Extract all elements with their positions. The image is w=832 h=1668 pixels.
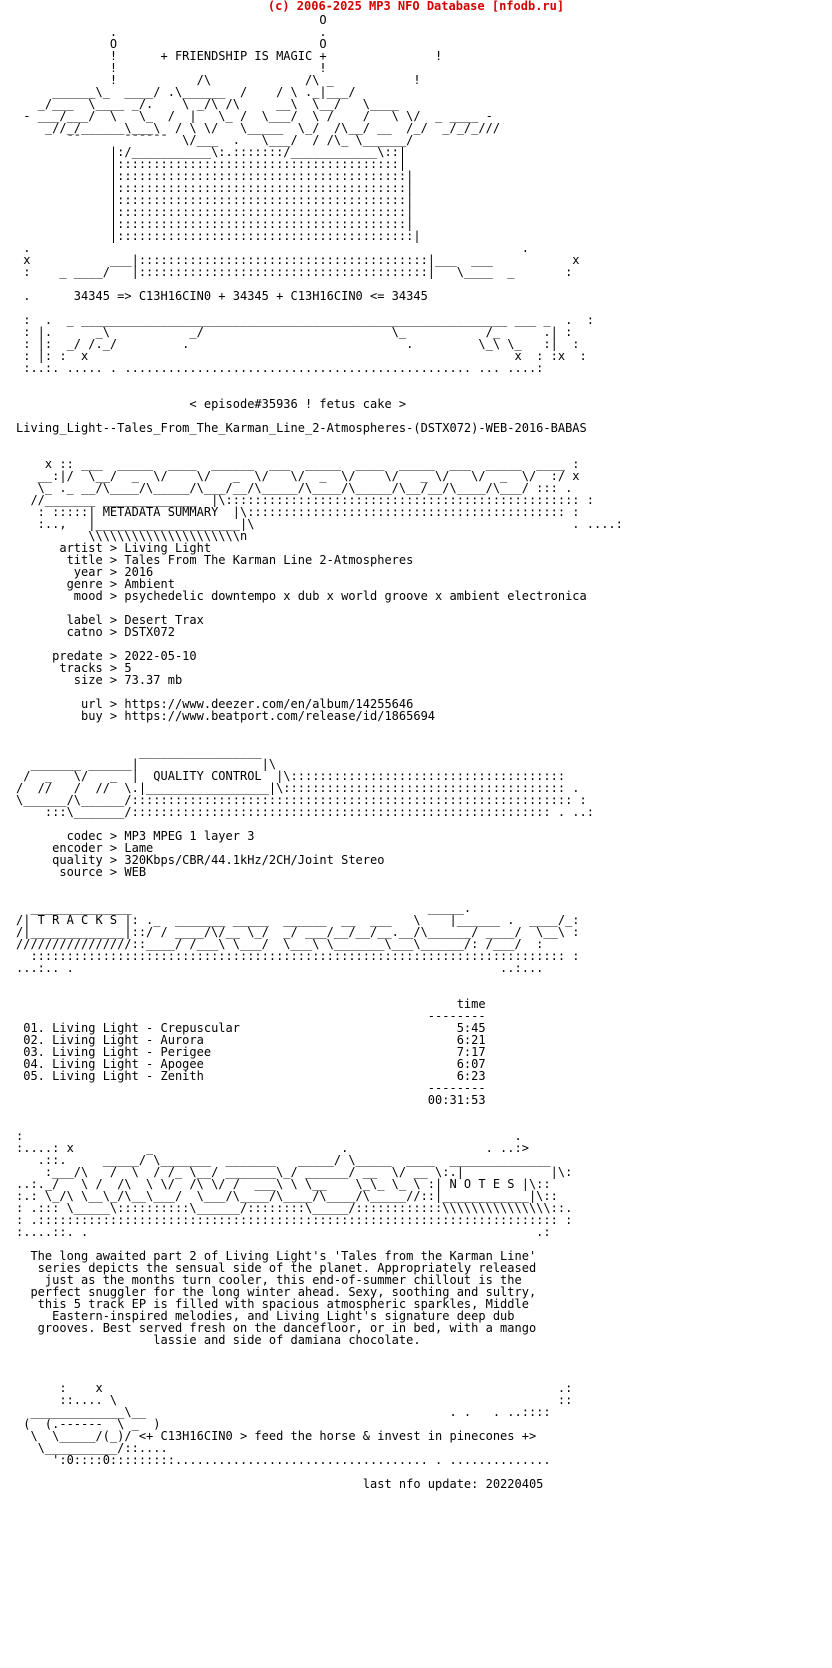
time-rule: -------- [16,1009,486,1023]
track-row: 01. Living Light - Crepuscular 5:45 [16,1021,486,1035]
track-row: 05. Living Light - Zenith 6:23 [16,1069,486,1083]
metadata-row: label > Desert Trax [16,613,204,627]
metadata-row: mood > psychedelic downtempo x dub x world groove x ambient electronica [16,589,587,603]
quality-row: codec > MP3 MPEG 1 layer 3 [16,829,255,843]
metadata-row: year > 2016 [16,565,154,579]
total-rule: -------- [16,1081,486,1095]
quality-row: encoder > Lame [16,841,154,855]
release-name: Living_Light--Tales_From_The_Karman_Line_2-Atmospheres-(DSTX072)-WEB-2016-BABAS [16,421,587,435]
last-update: last nfo update: 20220405 [16,1477,544,1491]
notes-line: The long awaited part 2 of Living Light's 'Tales from the Karman Line' [16,1249,537,1263]
notes-line: perfect snuggler for the long winter ahead. Sexy, soothing and sultry, [16,1285,537,1299]
crew-line: . 34345 => C13H16CIN0 + 34345 + C13H16CIN0 <= 34345 [16,289,428,303]
metadata-section-title: : :::::| METADATA SUMMARY |\:::::::::::::::::::::::::::::::::::::::::::: : [16,505,580,519]
tracks-section-title: /| T R A C K S |: ._ _______ _____ ______ __ ___ \ |______ . ____/_: [16,913,580,927]
metadata-row: buy > https://www.beatport.com/release/id/1865694 [16,709,436,723]
notes-line: this 5 track EP is filled with spacious atmospheric sparkles, Middle [16,1297,529,1311]
episode-line: < episode#35936 ! fetus cake > [16,397,407,411]
notes-line: lassie and side of damiana chocolate. [16,1333,421,1347]
copyright-header: (c) 2006-2025 MP3 NFO Database [nfodb.ru] [267,0,565,13]
track-row: 04. Living Light - Apogee 6:07 [16,1057,486,1071]
quality-section-title: / _ \/ _ | QUALITY CONTROL |\:::::::::::::::::::::::::::::::::::::: [16,769,566,783]
quality-row: source > WEB [16,865,147,879]
notes-line: grooves. Best served fresh on the dancefloor, or in bed, with a mango [16,1321,537,1335]
notes-line: series depicts the sensual side of the planet. Appropriately released [16,1261,537,1275]
total-time: 00:31:53 [16,1093,486,1107]
metadata-row: size > 73.37 mb [16,673,183,687]
metadata-row: artist > Living Light [16,541,212,555]
metadata-row: catno > DSTX072 [16,625,175,639]
metadata-row: title > Tales From The Karman Line 2-Atmospheres [16,553,414,567]
metadata-row: predate > 2022-05-10 [16,649,197,663]
time-header: time [16,997,486,1011]
notes-section-title: ..:._/ \ / /\ \ \/ /\ \/ / ___\ \ \__ \_\_ \_ \ :| N O T E S |\:: [16,1177,551,1191]
notes-line: just as the months turn cooler, this end-of-summer chillout is the [16,1273,522,1287]
nfo-document: O . . O O ! + FRIENDSHIP IS MAGIC + ! ! ! ! /\ /\ _ ! ______\_ ____/ .\______ / / \ ._|___/ _/___ \____ _/. \ _/\ /\ __\ \__/ \____ - ___/___/ \ \_ / | \_ / \___/ \ / / \ \/ _ ____ - _//_/______\___\ / \ \/ \_____ \_/ /\__/ __ /_/ _/_/_/// ¯¯ ¯¯¯¯¯¯ \/___ . \___/ / /\_ \______/ |:/___________\:.:::::::/____________\::| |:::::::::::::::::::::::::::::::::::::::| |::::::::::::::::::::::::::::::::::::::::| |::::::::::::::::::::::::::::::::::::::::| |::::::::::::::::::::::::::::::::::::::::| |::::::::::::::::::::::::::::::::::::::::| |::::::::::::::::::::::::::::::::::::::::| |:::::::::::::::::::::::::::::::::::::::::| . . x ___|::::::::::::::::::::::::::::::::::::::::|___ ___ x : _ ____/ |::::::::::::::::::::::::::::::::::::::::| \____ _ : . 34345 => C13H16CIN0 + 34345 + C13H16CIN0 <= 34345 : . _ ___________________________________________________________ ___ _ . : : |. _\ _/ \_ /_ .| : : |: _/ /._/ . . \_\ \_ :| : : |: : x x : :x : :..:. ..... . ................................................ ... ....: < episode#35936 ! fetus cake > Living_Light--Tales_From_The_Karman_Line_2-Atmospheres-(DSTX072)-WEB-2016-BABAS x :: ___ _____ ____ ______ ___ _____ ____ _____ ___ _____ ____ : __:|/ \__/ _ \/ \/ _ \/ \/ _ \/ \/ _ \/ \/ _ \/ :/ x \_ ._ __/\____/\_____/\___/__/\_____/\____/\_____/\__/__/\____/\___/ ::: . //_______ _____________ |\::::::::::::::::::::::::::::::::::::::::::::::::: : : :::::| METADATA SUMMARY |\:::::::::::::::::::::::::::::::::::::::::::: : :.., |____________________|\ . ....: \\\\\\\\\\\\\\\\\\\\\n artist > Living Light title > Tales From The Karman Line 2-Atmospheres year > 2016 genre > Ambient mood > psychedelic downtempo x dub x world groove x ambient electronica label > Desert Trax catno > DSTX072 predate > 2022-05-10 tracks > 5 size > 73.37 mb url > https://www.deezer.com/en/album/14255646 buy > https://www.beatport.com/release/id/1865694 _________________ _______ ______| |\ / _ \/ _ | QUALITY CONTROL |\:::::::::::::::::::::::::::::::::::::: / // / // \.|_________________|\::::::::::::::::::::::::::::::::::::::: . \______/\______/::::::::::::::::::::::::::::::::::::::::::::::::::::::::::::: : :::\_______/:::::::::::::::::::::::::::::::::::::::::::::::::::::::::: . ..: codec > MP3 MPEG 1 layer 3 encoder > Lame quality > 320Kbps/CBR/44.1kHz/2CH/Joint Stereo source > WEB ______________ _____. /| T R A C K S |: ._ _______ _____ ______ __ ___ \ |______ . ____/_: /|_____________|::/ / ____/\/__ \_/ _/ ___/__/__/__.__/\______/ ____/ \__\ : ////////////////::____/ /___\ \___/ \___\ \_______\___\______/: /___/ : :::::::::::::::::::::::::::::::::::::::::::::::::::::::::::::::::::::::::: : ...:.. . ..:... time -------- 01. Living Light - Crepuscular 5:45 02. Living Light - Aurora 6:21 03. Living Light - Perigee 7:17 04. Living Light - Apogee 6:07 05. Living Light - Zenith 6:23 -------- 00:31:53 : . :....: x _ . . ..:> .::. _____/ \_______ _______ _____/ \_____ ____ ______________ :___/\ / \ / /_ \__/ _______\_/ ______/ __ \/ __ \:.| |\: ..:._/ \ / /\ \ \/ /\ \/ / ___\ \ \__ \_\_ \_ \ :| N O T E S |\:: :.: \_/\ \__\_/\__\___/ \___/\____/\____/\____/\_____//::|____________|\:: : .::: \_____\::::::::::\______/::::::::\_____/::::::::::::\\\\\\\\\\\\\\\::. : .:::::::::::::::::::::::::::::::::::::::::::::::::::::::::::::::::::::::: : :....::. . .: The long awaited part 2 of Living Light's 'Tales from the Karman Line' series depicts the sensual side of the planet. Appropriately released just as the months turn cooler, this end-of-summer chillout is the perfect snuggler for the long winter ahead. Sexy, soothing and sultry, this 5 track EP is filled with spacious atmospheric sparkles, Middle Eastern-inspired melodies, and Living Light's signature deep dub grooves. Best served fresh on the dancefloor, or in bed, with a mango lassie and side of damiana chocolate. : x .: ::.... \ :: _____________\__ . . . ..:::: ( (.------ \ _ ) \ \_____/(_)/ <+ C13H16CIN0 > feed the horse & invest in pinecones +> \__________/::.... ':0::::0:::::::::................................... . .............. last nfo update: 20220405 [16,13,623,1491]
quality-row: quality > 320Kbps/CBR/44.1kHz/2CH/Joint Stereo [16,853,385,867]
ascii-logo: O . . O O ! + FRIENDSHIP IS MAGIC + ! ! ! ! /\ /\ _ ! ______\_ ____/ .\______ / / \ ._|___/ _/___ \____ _/. \ _/\ /\ __\ \__/ \____ - ___/___/ \ \_ / | \_ / \___/ \ / / \ \/ _ ____ - _//_/______\___\ / \ \/ \_____ \_/ /\__/ __ /_/ _/_/_/// ¯¯ ¯¯¯¯¯¯ \/___ . \___/ / /\_ \______/ |:/___________\:.:::::::/____________\::| |:::::::::::::::::::::::::::::::::::::::| |::::::::::::::::::::::::::::::::::::::::| |::::::::::::::::::::::::::::::::::::::::| |::::::::::::::::::::::::::::::::::::::::| |::::::::::::::::::::::::::::::::::::::::| |::::::::::::::::::::::::::::::::::::::::| |:::::::::::::::::::::::::::::::::::::::::| [23,13,501,243]
footer-line: \ \_____/(_)/ <+ C13H16CIN0 > feed the horse & invest in pinecones +> [16,1429,537,1443]
track-row: 03. Living Light - Perigee 7:17 [16,1045,486,1059]
metadata-row: tracks > 5 [16,661,132,675]
track-row: 02. Living Light - Aurora 6:21 [16,1033,486,1047]
metadata-row: genre > Ambient [16,577,175,591]
metadata-row: url > https://www.deezer.com/en/album/14255646 [16,697,414,711]
notes-line: Eastern-inspired melodies, and Living Light's signature deep dub [16,1309,515,1323]
